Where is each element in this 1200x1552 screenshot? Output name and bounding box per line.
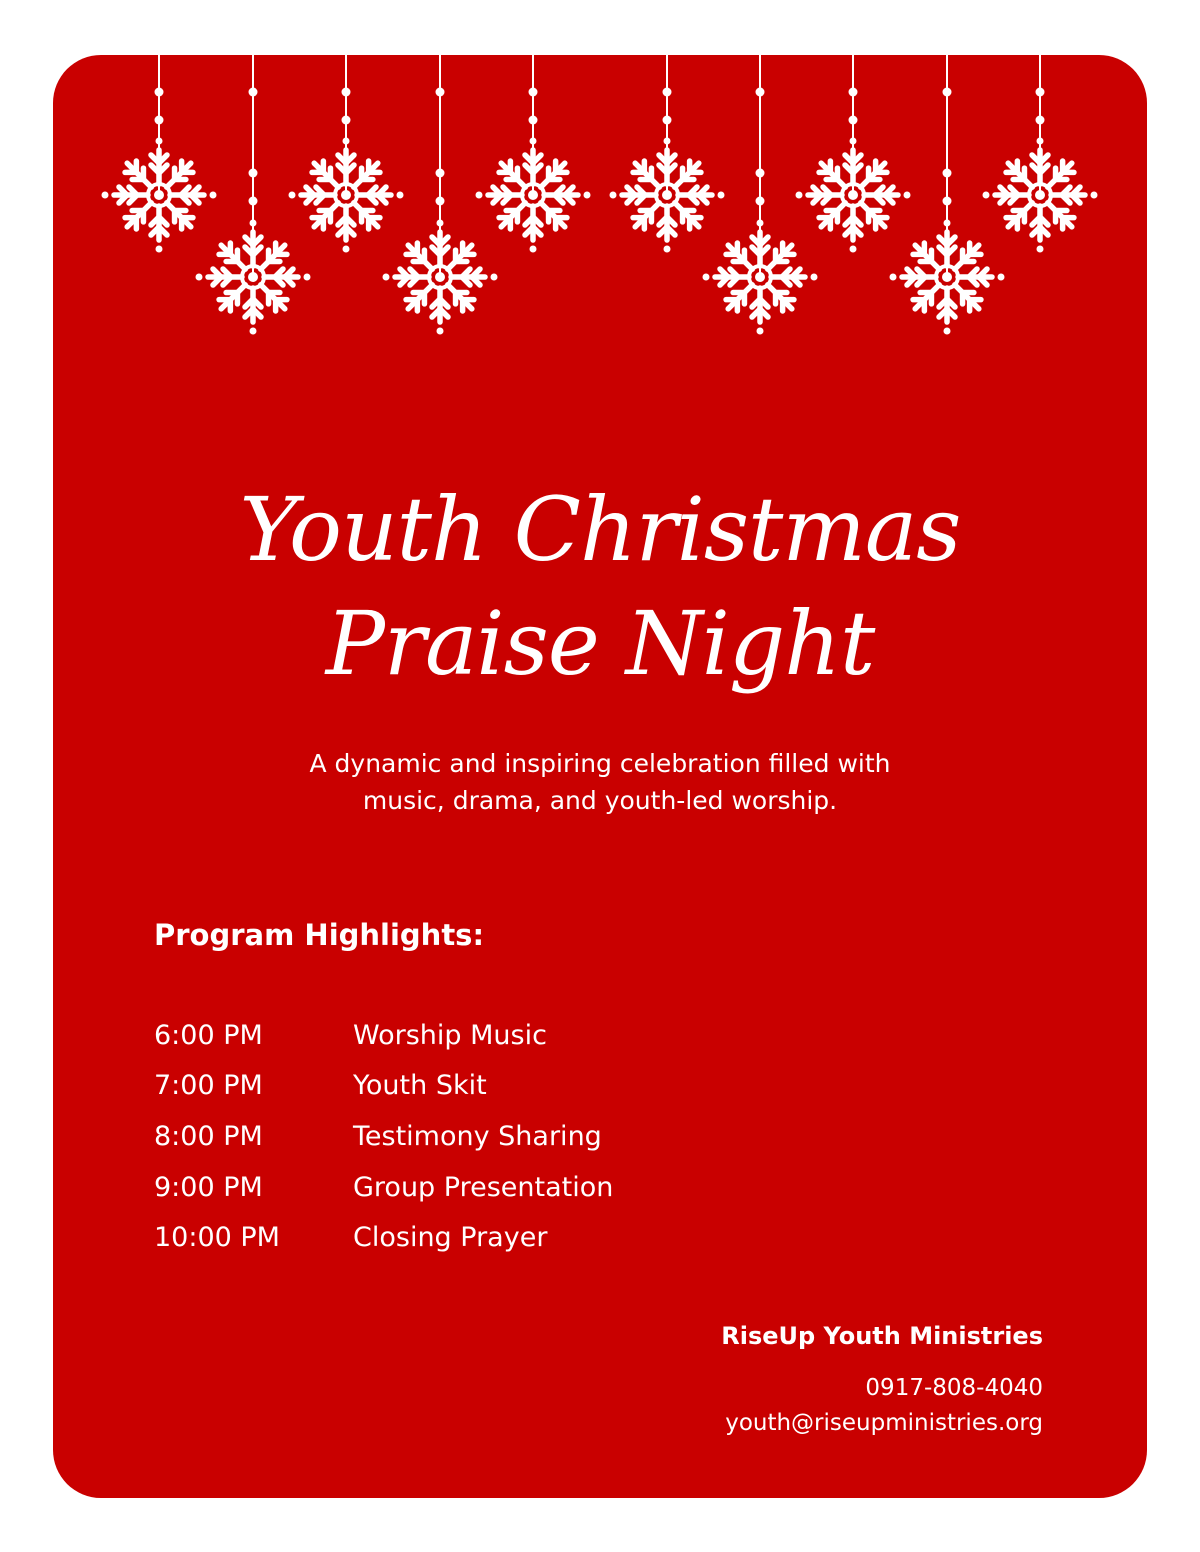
flyer-title [53, 473, 1147, 701]
schedule-row [154, 1212, 854, 1263]
schedule-event: Youth Skit [353, 1070, 487, 1102]
schedule-time: 7:00 PM [154, 1070, 263, 1102]
title-line: Praise Night [325, 592, 875, 695]
snowflake-icon [102, 138, 217, 253]
organization-name: RiseUp Youth Ministries [721, 1322, 1043, 1350]
snowflake-icon [890, 220, 1005, 335]
email-address: youth@riseupministries.org [725, 1410, 1043, 1436]
flyer-card [53, 55, 1147, 1498]
schedule-time: 8:00 PM [154, 1120, 263, 1152]
schedule-row [154, 1061, 854, 1112]
schedule-row [154, 1010, 854, 1061]
snowflake-icon [289, 138, 404, 253]
snowflake-icon [796, 138, 911, 253]
snowflake-icon [383, 220, 498, 335]
schedule-row [154, 1111, 854, 1162]
schedule-event: Group Presentation [353, 1171, 614, 1203]
snowflake-icon [610, 138, 725, 253]
schedule-time: 6:00 PM [154, 1019, 263, 1051]
contact-info [725, 1371, 1043, 1441]
subtitle-line: music, drama, and youth-led worship. [362, 786, 838, 815]
subtitle-line: A dynamic and inspiring celebration filled with [309, 749, 891, 778]
flyer-subtitle [53, 745, 1147, 819]
schedule-event: Closing Prayer [353, 1222, 548, 1254]
schedule-event: Worship Music [353, 1019, 547, 1051]
schedule-time: 10:00 PM [154, 1222, 280, 1254]
phone-number: 0917-808-4040 [865, 1375, 1043, 1401]
schedule-list [154, 1010, 854, 1263]
snowflake-icon [703, 220, 818, 335]
snowflake-icon [196, 220, 311, 335]
schedule-time: 9:00 PM [154, 1171, 263, 1203]
snowflake-icon [476, 138, 591, 253]
snowflake-garland [53, 55, 1147, 355]
title-line: Youth Christmas [239, 478, 961, 581]
schedule-row [154, 1162, 854, 1213]
snowflake-icon [983, 138, 1098, 253]
schedule-event: Testimony Sharing [353, 1120, 602, 1152]
program-highlights-heading: Program Highlights: [154, 918, 485, 952]
